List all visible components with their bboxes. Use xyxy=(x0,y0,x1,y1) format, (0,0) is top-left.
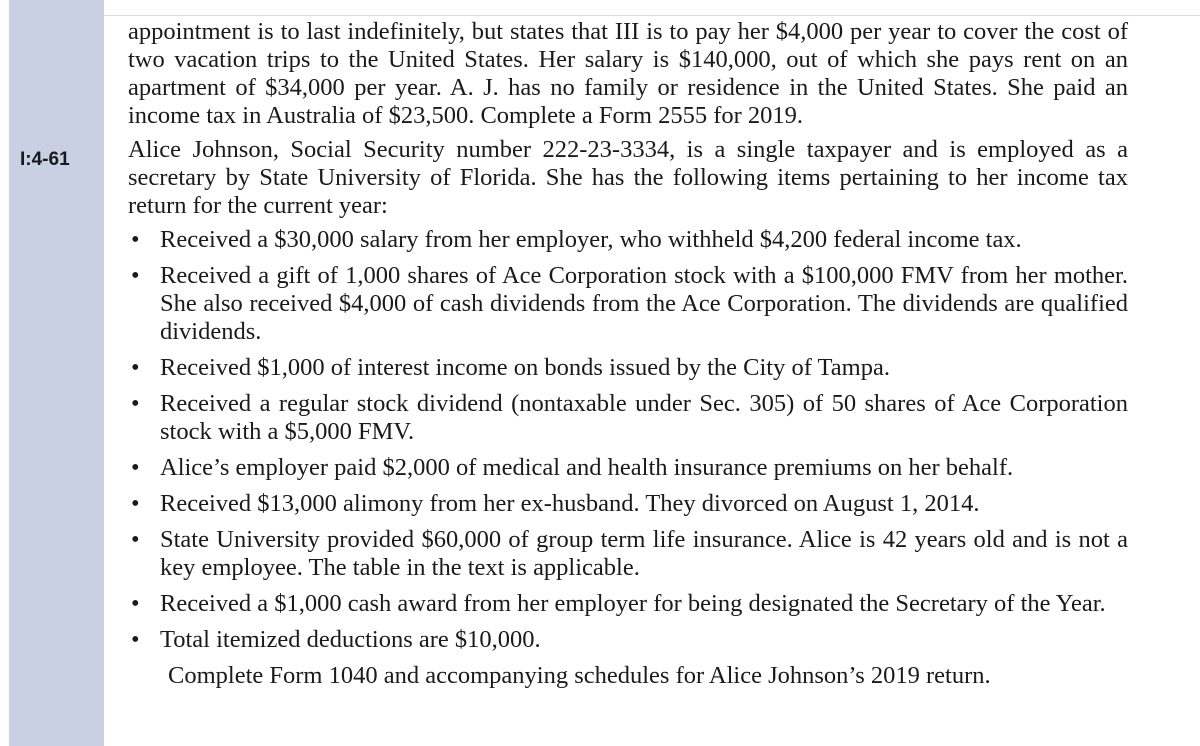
list-item: • Received a gift of 1,000 shares of Ace Corporation stock with a $100,000 FMV from her mother. She also received $4,000 of cash dividends from the Ace Corporation. The dividends are qualified dividends. xyxy=(131,262,1128,345)
list-item: • Received a $30,000 salary from her employer, who withheld $4,200 federal income tax. xyxy=(131,226,1022,253)
bullet-icon: • xyxy=(131,626,140,653)
list-item: • Received a regular stock dividend (nontaxable under Sec. 305) of 50 shares of Ace Corporation stock with a $5,000 FMV. xyxy=(131,390,1128,445)
list-item: • Total itemized deductions are $10,000. xyxy=(131,626,541,653)
document-body xyxy=(128,18,1128,690)
closing-instruction: Complete Form 1040 and accompanying schedules for Alice Johnson’s 2019 return. xyxy=(168,662,991,689)
list-item: • Alice’s employer paid $2,000 of medical and health insurance premiums on her behalf. xyxy=(131,454,1014,481)
bullet-icon: • xyxy=(131,390,140,417)
bullet-icon: • xyxy=(131,226,140,253)
bullet-icon: • xyxy=(131,526,140,553)
previous-problem-paragraph: appointment is to last indefinitely, but states that III is to pay her $4,000 per year to cover the cost of two vacation trips to the United States. Her salary is $140,000, out of which she pays rent on an apartment of $34,000 per year. A. J. has no family or residence in the United States. She paid an income tax in Australia of $23,500. Complete a Form 2555 for 2019. xyxy=(128,18,1128,129)
bullet-icon: • xyxy=(131,262,140,289)
list-item: • Received $1,000 of interest income on bonds issued by the City of Tampa. xyxy=(131,354,890,381)
bullet-icon: • xyxy=(131,590,140,617)
list-item: • Received a $1,000 cash award from her employer for being designated the Secretary of the Year. xyxy=(131,590,1106,617)
bullet-icon: • xyxy=(131,490,140,517)
problem-number: I:4-61 xyxy=(20,149,70,170)
margin-bar xyxy=(9,0,104,746)
bullet-icon: • xyxy=(131,354,140,381)
list-item: • State University provided $60,000 of group term life insurance. Alice is 42 years old and is not a key employee. The table in the text is applicable. xyxy=(131,526,1128,581)
items-list xyxy=(128,226,1128,654)
bullet-icon: • xyxy=(131,454,140,481)
problem-intro: Alice Johnson, Social Security number 222-23-3334, is a single taxpayer and is employed as a secretary by State University of Florida. She has the following items pertaining to her income tax return for the current year: xyxy=(128,136,1128,219)
list-item: • Received $13,000 alimony from her ex-husband. They divorced on August 1, 2014. xyxy=(131,490,980,517)
top-divider xyxy=(104,15,1200,16)
